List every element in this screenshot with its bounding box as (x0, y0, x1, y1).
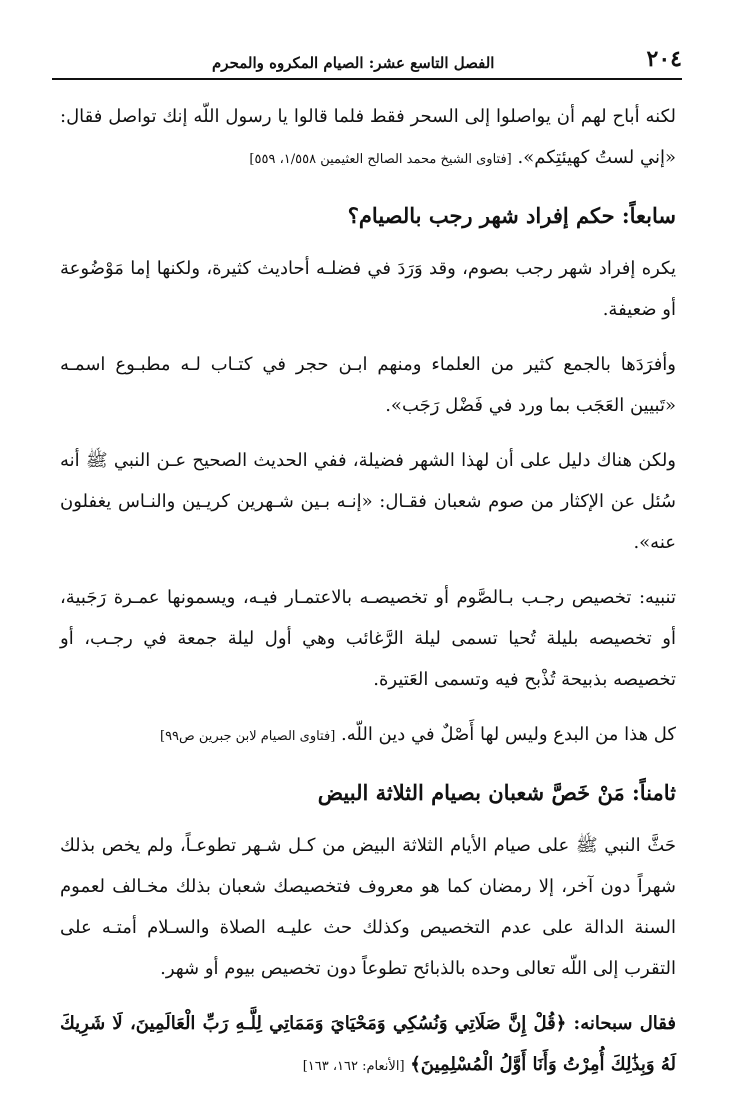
paragraph-wisal (60, 96, 676, 180)
source-citation: [فتاوى الشيخ محمد الصالح العثيمين ١/٥٥٨، ٥٥٩] (249, 152, 512, 167)
source-citation: [فتاوى الصيام لابن جبرين ص٩٩] (160, 729, 336, 744)
paragraph-bidah (60, 714, 676, 757)
paragraph-quran-verse (60, 1003, 676, 1087)
page-header (52, 40, 682, 80)
paragraph-shaban-hadith: ولكن هناك دليل على أن لهذا الشهر فضيلة، ففي الحديث الصحيح عـن النبي ﷺ أنه سُئل عن الإكثار من صوم شعبان فقـال: «إنـه بـين شـهرين كريـين والنـاس يغفلون عنه». (60, 450, 676, 553)
paragraph-ibn-hajar: وأفرَدَها بالجمع كثير من العلماء ومنهم ابـن حجر في كتـاب لـه مطبـوع اسمـه «تَبيين العَجَب بما ورد في فَضْل رَجَب». (60, 354, 676, 416)
paragraph-rajab-hadith: يكره إفراد شهر رجب بصوم، وقد وَرَدَ في فضلـه أحاديث كثيرة، ولكنها إما مَوْضُوعة أو ضعيفة. (60, 258, 676, 320)
source-citation: [الأنعام: ١٦٢، ١٦٣] (302, 1059, 405, 1074)
paragraph-text: كل هذا من البدع وليس لها أَصْلٌ في دين اللّه. (341, 724, 676, 745)
section-heading-shaban: ثامناً: مَنْ خَصَّ شعبان بصيام الثلاثة البيض (317, 780, 676, 805)
running-title: الفصل التاسع عشر: الصيام المكروه والمحرم (212, 54, 495, 72)
page-body (60, 96, 676, 1101)
quran-verse: فقال سبحانه: ﴿قُلْ إِنَّ صَلَاتِي وَنُسُكِي وَمَحْيَايَ وَمَمَاتِي لِلَّـهِ رَبِّ الْعَالَمِينَ، لَا شَرِيكَ لَهُ وَبِذَٰلِكَ أُمِرْتُ وَأَنَا أَوَّلُ الْمُسْلِمِينَ﴾ (60, 1013, 676, 1075)
section-heading-rajab: سابعاً: حكم إفراد شهر رجب بالصيام؟ (347, 203, 676, 228)
paragraph-note: تنبيه: تخصيص رجـب بـالصَّوم أو تخصيصـه بالاعتمـار فيـه، ويسمونها عمـرة رَجَبية، أو تخصيصه بليلة تُحيا تسمى ليلة الرَّغائب وهي أول ليلة جمعة في رجـب، أو تخصيصه بذبيحة تُذْبح فيه وتسمى العَتيرة. (60, 587, 676, 690)
paragraph-text: لكنه أباح لهم أن يواصلوا إلى السحر فقط فلما قالوا يا رسول اللّه إنك تواصل فقال: «إني لستُ كهيئتِكم». (60, 106, 676, 168)
paragraph-white-days: حَثَّ النبي ﷺ على صيام الأيام الثلاثة البيض من كـل شـهر تطوعـاً، ولم يخص بذلك شهراً دون آخر، إلا رمضان كما هو معروف فتخصيصك شعبان بذلك مخـالف لعموم السنة الدالة على عدم التخصيص وكذلك حث عليـه الصلاة والسـلام أمتـه على التقرب إلى اللّه تعالى وحده بالذبائح تطوعاً دون تخصيص بيوم أو شهر. (60, 835, 676, 979)
page-number: ٢٠٤ (646, 46, 682, 72)
